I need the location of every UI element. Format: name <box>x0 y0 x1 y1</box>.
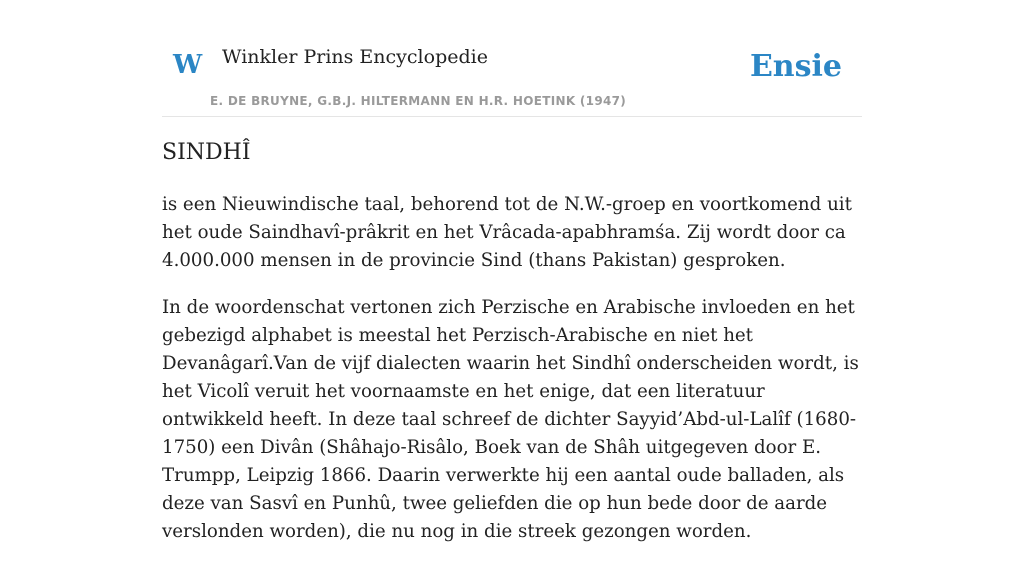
entry-title: SINDHÎ <box>162 140 251 165</box>
entry-paragraph-2: In de woordenschat vertonen zich Perzische en Arabische invloeden en het gebezigd alphabet is meestal het Perzisch-Arabische en niet het Devanâgarî.Van de vijf dialecten waarin het Sindhî onderscheiden wordt, is het Vicolî veruit het voornaamste en het enige, dat een literatuur ontwikkeld heeft. In deze taal schreef de dichter Sayyid’Abd-ul-Lalîf (1680-1750) een Divân (Shâhajo-Risâlo, Boek van de Shâh uitgegeven door E. Trumpp, Leipzig 1866. Daarin verwerkte hij een aantal oude balladen, als deze van Sasvî en Punhû, twee geliefden die op hun bede door de aarde verslonden worden), die nu nog in die streek gezongen worden. <box>162 296 859 542</box>
entry-paragraph-1: is een Nieuwindische taal, behorend tot de N.W.-groep en voortkomend uit het oude Saindhavî-prâkrit en het Vrâcada-apabhramśa. Zij wordt door ca 4.000.000 mensen in de provincie Sind (thans Pakistan) gesproken. <box>162 193 852 271</box>
ensie-brand-link[interactable]: Ensie <box>749 49 842 84</box>
source-logo: W <box>173 50 203 80</box>
work-title-link[interactable]: Winkler Prins Encyclopedie <box>222 46 488 68</box>
entry-content <box>162 138 864 565</box>
work-authors: E. DE BRUYNE, G.B.J. HILTERMANN EN H.R. HOETINK (1947) <box>210 94 627 108</box>
page-header <box>162 0 862 117</box>
